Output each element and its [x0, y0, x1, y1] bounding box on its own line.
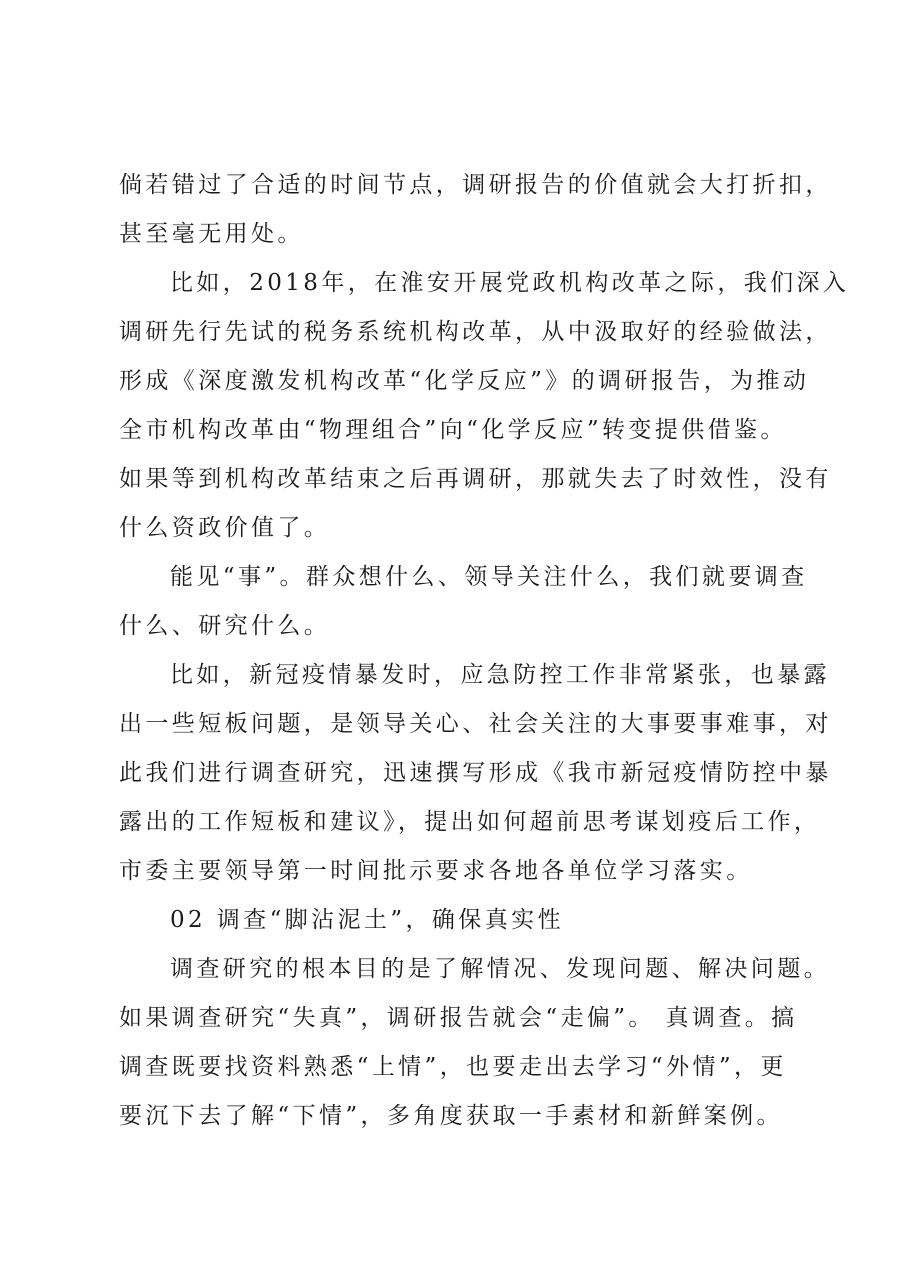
- text-line: 如果等到机构改革结束之后再调研，那就失去了时效性，没有: [119, 466, 832, 492]
- section-heading: 02 调查“脚沾泥土”，确保真实性: [170, 907, 564, 933]
- text-line: 形成《深度激发机构改革“化学反应”》的调研报告，为推动: [119, 368, 810, 394]
- text-line: 出一些短板问题，是领导关心、社会关注的大事要事难事，对: [119, 711, 832, 737]
- text-line: 倘若错过了合适的时间节点，调研报告的价值就会大打折扣，: [119, 172, 832, 198]
- paragraph-start-line: 比如，2018年，在淮安开展党政机构改革之际，我们深入: [170, 270, 850, 296]
- text-line: 市委主要领导第一时间批示要求各地各单位学习落实。: [119, 858, 753, 884]
- text-line: 露出的工作短板和建议》，提出如何超前思考谋划疫后工作，: [119, 809, 821, 835]
- text-line: 此我们进行调查研究，迅速撰写形成《我市新冠疫情防控中暴: [119, 760, 832, 786]
- text-line: 如果调查研究“失真”，调研报告就会“走偏”。 真调查。搞: [119, 1005, 798, 1031]
- text-line: 全市机构改革由“物理组合”向“化学反应”转变提供借鉴。: [119, 417, 787, 443]
- text-line: 调研先行先试的税务系统机构改革，从中汲取好的经验做法，: [119, 319, 832, 345]
- text-line: 什么资政价值了。: [119, 515, 331, 541]
- paragraph-start-line: 能见“事”。群众想什么、领导关注什么，我们就要调查: [170, 564, 808, 590]
- paragraph-start-line: 调查研究的根本目的是了解情况、发现问题、解决问题。: [170, 956, 830, 982]
- paragraph-start-line: 比如，新冠疫情暴发时，应急防控工作非常紧张，也暴露: [170, 662, 830, 688]
- text-line: 什么、研究什么。: [119, 613, 331, 639]
- text-line: 甚至毫无用处。: [119, 221, 304, 247]
- text-line: 调查既要找资料熟悉“上情”，也要走出去学习“外情”，更: [119, 1054, 787, 1080]
- text-line: 要沉下去了解“下情”，多角度获取一手素材和新鲜案例。: [119, 1103, 783, 1129]
